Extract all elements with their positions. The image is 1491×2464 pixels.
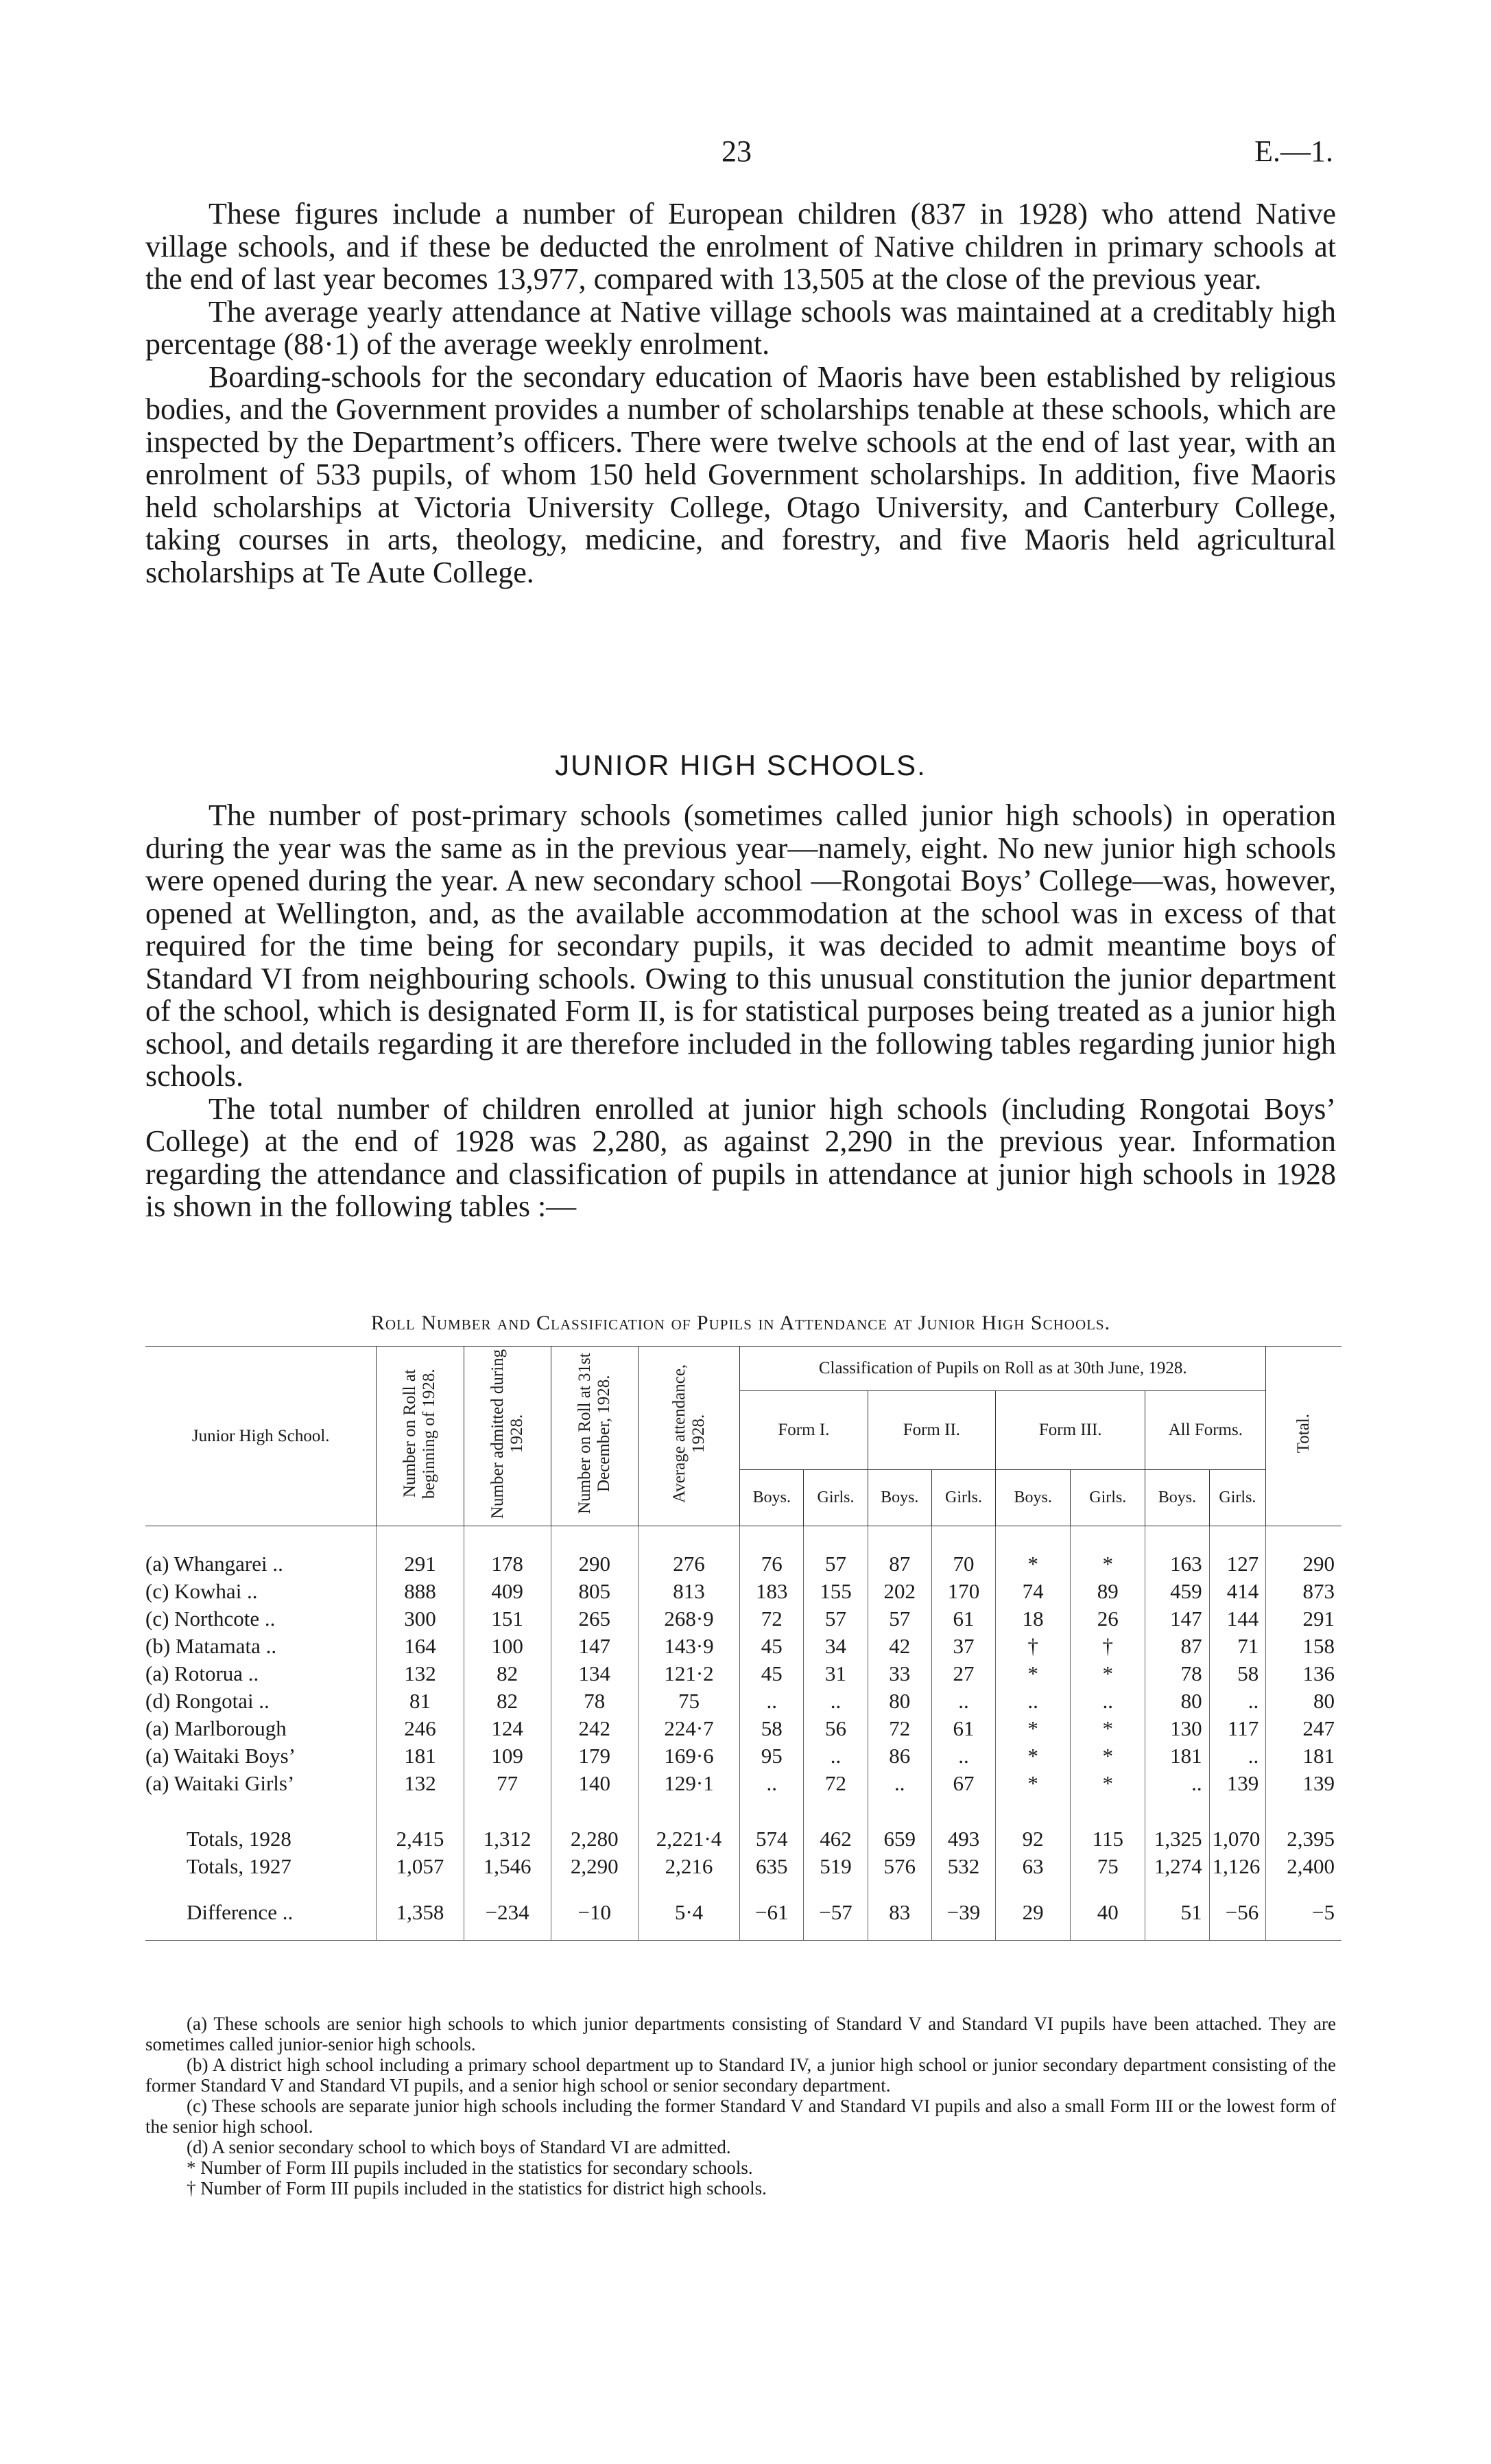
- table-cell: 888: [377, 1578, 464, 1605]
- table-cell: 76: [740, 1526, 804, 1578]
- table-cell: −5: [1266, 1880, 1341, 1926]
- table-cell: 462: [804, 1797, 868, 1853]
- totals-row: [145, 1797, 1341, 1853]
- table-cell: 139: [1266, 1770, 1341, 1797]
- table-cell: 89: [1071, 1578, 1145, 1605]
- table-cell: 242: [551, 1715, 638, 1742]
- header-admitted: Number admitted during 1928.: [464, 1347, 551, 1526]
- table-cell: 459: [1145, 1578, 1209, 1605]
- table-cell: 5·4: [638, 1880, 739, 1926]
- header-boys: Boys.: [740, 1470, 804, 1526]
- table-row: [145, 1605, 1341, 1633]
- table-caption: Roll Number and Classification of Pupils in Attendance at Junior High Schools.: [370, 1312, 1111, 1334]
- table-cell: 42: [868, 1633, 931, 1660]
- table-cell: 77: [464, 1770, 551, 1797]
- table-cell: 1,358: [377, 1880, 464, 1926]
- header-form-2: Form II.: [868, 1390, 995, 1470]
- table-cell: 109: [464, 1742, 551, 1770]
- table-cell: 291: [1266, 1605, 1341, 1633]
- table-cell: [464, 1926, 551, 1941]
- table-cell: 80: [868, 1687, 931, 1715]
- table-cell: 805: [551, 1578, 638, 1605]
- table-cell: 74: [996, 1578, 1071, 1605]
- table-cell: [638, 1926, 739, 1941]
- table-cell: −56: [1209, 1880, 1266, 1926]
- header-classification: Classification of Pupils on Roll as at 30th June, 1928.: [740, 1347, 1266, 1391]
- table-cell: 1,126: [1209, 1853, 1266, 1880]
- table-cell: 1,057: [377, 1853, 464, 1880]
- paragraph: The average yearly attendance at Native village schools was maintained at a creditably high percentage (88·1) of the average weekly enrolment.: [145, 294, 1336, 361]
- header-girls: Girls.: [1209, 1470, 1266, 1526]
- table-cell: 2,221·4: [638, 1797, 739, 1853]
- totals-row: [145, 1853, 1341, 1880]
- row-label: (a) Marlborough: [145, 1716, 287, 1740]
- section-heading: JUNIOR HIGH SCHOOLS.: [555, 749, 927, 781]
- table-cell: *: [1071, 1715, 1145, 1742]
- row-label: (a) Waitaki Boys’: [145, 1744, 296, 1768]
- row-label: (a) Whangarei ..: [145, 1552, 283, 1576]
- paragraph: These figures include a number of European children (837 in 1928) who attend Native village schools, and if these be deducted the enrolment of Native children in primary schools at the end of last year becomes 13,977, compared with 13,505 at the close of the previous year.: [145, 197, 1336, 296]
- row-label: (c) Kowhai ..: [145, 1579, 258, 1603]
- table-cell: 87: [868, 1526, 931, 1578]
- table-cell: 1,325: [1145, 1797, 1209, 1853]
- table-cell: 409: [464, 1578, 551, 1605]
- table-cell: 95: [740, 1742, 804, 1770]
- row-label: Totals, 1928: [187, 1827, 291, 1851]
- roll-classification-table: [145, 1346, 1341, 1941]
- table-cell: 147: [1145, 1605, 1209, 1633]
- table-cell: 115: [1071, 1797, 1145, 1853]
- table-cell: ..: [1209, 1687, 1266, 1715]
- table-row: [145, 1742, 1341, 1770]
- table-cell: [551, 1926, 638, 1941]
- table-cell: 290: [551, 1526, 638, 1578]
- table-cell: 100: [464, 1633, 551, 1660]
- table-cell: 130: [1145, 1715, 1209, 1742]
- table-cell: 26: [1071, 1605, 1145, 1633]
- table-cell: 158: [1266, 1633, 1341, 1660]
- table-cell: 61: [931, 1605, 995, 1633]
- header-girls: Girls.: [1071, 1470, 1145, 1526]
- table-cell: [931, 1926, 995, 1941]
- table-row: [145, 1660, 1341, 1687]
- table-cell: 58: [1209, 1660, 1266, 1687]
- table-cell: 70: [931, 1526, 995, 1578]
- table-cell: 170: [931, 1578, 995, 1605]
- table-cell: 34: [804, 1633, 868, 1660]
- table-cell: 178: [464, 1526, 551, 1578]
- table-cell: [1071, 1926, 1145, 1941]
- table-cell: 300: [377, 1605, 464, 1633]
- table-cell: 132: [377, 1770, 464, 1797]
- table-cell: 181: [1145, 1742, 1209, 1770]
- table-cell: *: [1071, 1526, 1145, 1578]
- intro-text: [145, 198, 1336, 589]
- table-cell: 31: [804, 1660, 868, 1687]
- table-cell: 78: [551, 1687, 638, 1715]
- table-cell: 57: [804, 1526, 868, 1578]
- table-cell: 291: [377, 1526, 464, 1578]
- table-cell: 81: [377, 1687, 464, 1715]
- row-label: Difference ..: [187, 1900, 294, 1924]
- table-cell: 78: [1145, 1660, 1209, 1687]
- row-label: (a) Rotorua ..: [145, 1661, 259, 1685]
- footnote: (b) A district high school including a primary school department up to Standard IV, a junior high school or junior secondary department consisting of the former Standard V and Standard VI pupils, and a senior high school or senior secondary department.: [145, 2054, 1336, 2096]
- table-cell: [1145, 1926, 1209, 1941]
- table-row: [145, 1526, 1341, 1578]
- table-row: [145, 1578, 1341, 1605]
- table-cell: 117: [1209, 1715, 1266, 1742]
- table-cell: *: [996, 1526, 1071, 1578]
- table-cell: 82: [464, 1687, 551, 1715]
- table-cell: 635: [740, 1853, 804, 1880]
- table-cell: 151: [464, 1605, 551, 1633]
- table-cell: 80: [1145, 1687, 1209, 1715]
- table-cell: 57: [804, 1605, 868, 1633]
- row-label: (d) Rongotai ..: [145, 1689, 270, 1713]
- table-cell: *: [996, 1770, 1071, 1797]
- table-cell: 63: [996, 1853, 1071, 1880]
- table-row: [145, 1770, 1341, 1797]
- table-cell: 72: [740, 1605, 804, 1633]
- table-cell: 37: [931, 1633, 995, 1660]
- header-form-3: Form III.: [996, 1390, 1145, 1470]
- table-cell: 121·2: [638, 1660, 739, 1687]
- table-cell: ..: [804, 1687, 868, 1715]
- table-cell: 2,216: [638, 1853, 739, 1880]
- table-cell: 246: [377, 1715, 464, 1742]
- table-cell: 124: [464, 1715, 551, 1742]
- table-cell: 45: [740, 1633, 804, 1660]
- header-roll-beginning: Number on Roll at beginning of 1928.: [377, 1347, 464, 1526]
- header-boys: Boys.: [1145, 1470, 1209, 1526]
- table-cell: 83: [868, 1880, 931, 1926]
- header-all-forms: All Forms.: [1145, 1390, 1266, 1470]
- table-cell: 40: [1071, 1880, 1145, 1926]
- table-cell: 45: [740, 1660, 804, 1687]
- table-cell: 80: [1266, 1687, 1341, 1715]
- row-label: (a) Waitaki Girls’: [145, 1771, 295, 1795]
- table-cell: 576: [868, 1853, 931, 1880]
- table-cell: 1,546: [464, 1853, 551, 1880]
- table-cell: 71: [1209, 1633, 1266, 1660]
- table-cell: 61: [931, 1715, 995, 1742]
- table-cell: 139: [1209, 1770, 1266, 1797]
- table-cell: −57: [804, 1880, 868, 1926]
- table-cell: 276: [638, 1526, 739, 1578]
- table-cell: [377, 1926, 464, 1941]
- table-cell: ..: [1209, 1742, 1266, 1770]
- table-row: [145, 1633, 1341, 1660]
- table-cell: ..: [740, 1687, 804, 1715]
- table-cell: 202: [868, 1578, 931, 1605]
- header-average-attendance: Average attendance, 1928.: [638, 1347, 739, 1526]
- table-cell: 493: [931, 1797, 995, 1853]
- table-cell: *: [996, 1742, 1071, 1770]
- table-cell: 532: [931, 1853, 995, 1880]
- table-cell: ..: [740, 1770, 804, 1797]
- footnote: (a) These schools are senior high schools to which junior departments consisting of Standard V and Standard VI pupils have been attached. They are sometimes called junior-senior high schools.: [145, 2013, 1336, 2054]
- difference-row: [145, 1880, 1341, 1926]
- table-cell: 136: [1266, 1660, 1341, 1687]
- document-reference: E.—1.: [1254, 134, 1333, 168]
- table-cell: 67: [931, 1770, 995, 1797]
- table-cell: 1,312: [464, 1797, 551, 1853]
- paragraph: The total number of children enrolled at junior high schools (including Rongotai Boys’ College) at the end of 1928 was 2,280, as against 2,290 in the previous year. Information regarding the attendance and classification of pupils in attendance at junior high schools in 1928 is shown in the following tables :—: [145, 1091, 1336, 1223]
- table-cell: −39: [931, 1880, 995, 1926]
- table-cell: 82: [464, 1660, 551, 1687]
- table-cell: 873: [1266, 1578, 1341, 1605]
- header-girls: Girls.: [804, 1470, 868, 1526]
- table-cell: 72: [804, 1770, 868, 1797]
- table-cell: 2,290: [551, 1853, 638, 1880]
- table-cell: 164: [377, 1633, 464, 1660]
- table-cell: *: [996, 1660, 1071, 1687]
- header-boys: Boys.: [996, 1470, 1071, 1526]
- table-cell: [804, 1926, 868, 1941]
- table-cell: 268·9: [638, 1605, 739, 1633]
- table-cell: 75: [1071, 1853, 1145, 1880]
- table-cell: −61: [740, 1880, 804, 1926]
- table-cell: †: [1071, 1633, 1145, 1660]
- table-cell: 140: [551, 1770, 638, 1797]
- table-cell: 33: [868, 1660, 931, 1687]
- table-cell: 147: [551, 1633, 638, 1660]
- table-cell: 134: [551, 1660, 638, 1687]
- table-cell: 519: [804, 1853, 868, 1880]
- table-cell: [1209, 1926, 1266, 1941]
- table-cell: 290: [1266, 1526, 1341, 1578]
- table-cell: 2,280: [551, 1797, 638, 1853]
- table-cell: 813: [638, 1578, 739, 1605]
- table-cell: ..: [1071, 1687, 1145, 1715]
- header-total: Total.: [1266, 1347, 1341, 1526]
- table-cell: 181: [377, 1742, 464, 1770]
- table-cell: [868, 1926, 931, 1941]
- row-label: Totals, 1927: [187, 1854, 291, 1878]
- table-cell: [1266, 1926, 1341, 1941]
- table-cell: 1,274: [1145, 1853, 1209, 1880]
- junior-high-schools-text: [145, 799, 1336, 1223]
- table-cell: −234: [464, 1880, 551, 1926]
- table-cell: 72: [868, 1715, 931, 1742]
- header-school: Junior High School.: [145, 1347, 377, 1526]
- table-cell: [145, 1926, 377, 1941]
- header-roll-end: Number on Roll at 31st December, 1928.: [551, 1347, 638, 1526]
- table-cell: ..: [868, 1770, 931, 1797]
- table-cell: 132: [377, 1660, 464, 1687]
- table-cell: 56: [804, 1715, 868, 1742]
- table-cell: *: [996, 1715, 1071, 1742]
- footnote: * Number of Form III pupils included in the statistics for secondary schools.: [187, 2157, 753, 2178]
- header-boys: Boys.: [868, 1470, 931, 1526]
- header-form-1: Form I.: [740, 1390, 868, 1470]
- table-cell: †: [996, 1633, 1071, 1660]
- table-cell: *: [1071, 1742, 1145, 1770]
- table-cell: 58: [740, 1715, 804, 1742]
- table-cell: 127: [1209, 1526, 1266, 1578]
- table-cell: 414: [1209, 1578, 1266, 1605]
- table-cell: ..: [804, 1742, 868, 1770]
- table-row: [145, 1715, 1341, 1742]
- table-cell: 1,070: [1209, 1797, 1266, 1853]
- table-cell: *: [1071, 1770, 1145, 1797]
- table-cell: −10: [551, 1880, 638, 1926]
- footnote: † Number of Form III pupils included in the statistics for district high schools.: [187, 2178, 767, 2199]
- table-cell: 92: [996, 1797, 1071, 1853]
- table-cell: 129·1: [638, 1770, 739, 1797]
- paragraph: The number of post-primary schools (sometimes called junior high schools) in operation during the year was the same as in the previous year—namely, eight. No new junior high schools were opened during the year. A new secondary school —Rongotai Boys’ College—was, however, opened at Wellington, and, as the available accommodation at the school was in excess of that required for the time being for secondary pupils, it was decided to admit meantime boys of Standard VI from neighbouring schools. Owing to this unusual constitution the junior department of the school, which is designated Form II, is for statistical purposes being treated as a junior high school, and details regarding it are therefore included in the following tables regarding junior high schools.: [145, 798, 1336, 1093]
- table-cell: 659: [868, 1797, 931, 1853]
- table-cell: 86: [868, 1742, 931, 1770]
- row-label: (b) Matamata ..: [145, 1634, 277, 1658]
- table-cell: ..: [1145, 1770, 1209, 1797]
- table-cell: 29: [996, 1880, 1071, 1926]
- table-cell: 2,415: [377, 1797, 464, 1853]
- table-row: [145, 1687, 1341, 1715]
- table-cell: ..: [931, 1742, 995, 1770]
- footnote: (c) These schools are separate junior high schools including the former Standard V and Standard VI pupils and also a small Form III or the lowest form of the senior high school.: [145, 2096, 1336, 2137]
- table-cell: 179: [551, 1742, 638, 1770]
- table-cell: 57: [868, 1605, 931, 1633]
- table-cell: 2,395: [1266, 1797, 1341, 1853]
- table-cell: *: [1071, 1660, 1145, 1687]
- table-cell: 183: [740, 1578, 804, 1605]
- table-cell: 169·6: [638, 1742, 739, 1770]
- table-cell: 574: [740, 1797, 804, 1853]
- table-cell: ..: [931, 1687, 995, 1715]
- footnotes: [145, 2013, 1336, 2199]
- table-cell: 144: [1209, 1605, 1266, 1633]
- table-cell: 224·7: [638, 1715, 739, 1742]
- paragraph: Boarding-schools for the secondary education of Maoris have been established by religious bodies, and the Government provides a number of scholarships tenable at these schools, which are inspected by the Department’s officers. There were twelve schools at the end of last year, with an enrolment of 533 pupils, of whom 150 held Government scholarships. In addition, five Maoris held scholarships at Victoria University College, Otago University, and Canterbury College, taking courses in arts, theology, medicine, and forestry, and five Maoris held agricultural scholarships at Te Aute College.: [145, 359, 1336, 589]
- footnote: (d) A senior secondary school to which boys of Standard VI are admitted.: [187, 2137, 731, 2157]
- table-cell: 75: [638, 1687, 739, 1715]
- table-cell: [996, 1926, 1071, 1941]
- table-cell: 27: [931, 1660, 995, 1687]
- table-cell: 87: [1145, 1633, 1209, 1660]
- table-cell: 163: [1145, 1526, 1209, 1578]
- table-cell: 155: [804, 1578, 868, 1605]
- table-bottom-rule: [145, 1926, 1341, 1941]
- table-cell: 265: [551, 1605, 638, 1633]
- row-label: (c) Northcote ..: [145, 1607, 276, 1631]
- table-cell: 51: [1145, 1880, 1209, 1926]
- table-cell: ..: [996, 1687, 1071, 1715]
- table-cell: 181: [1266, 1742, 1341, 1770]
- header-girls: Girls.: [931, 1470, 995, 1526]
- table-cell: [740, 1926, 804, 1941]
- table-cell: 247: [1266, 1715, 1341, 1742]
- page-number: 23: [721, 134, 752, 168]
- table-cell: 18: [996, 1605, 1071, 1633]
- table-cell: 2,400: [1266, 1853, 1341, 1880]
- table-cell: 143·9: [638, 1633, 739, 1660]
